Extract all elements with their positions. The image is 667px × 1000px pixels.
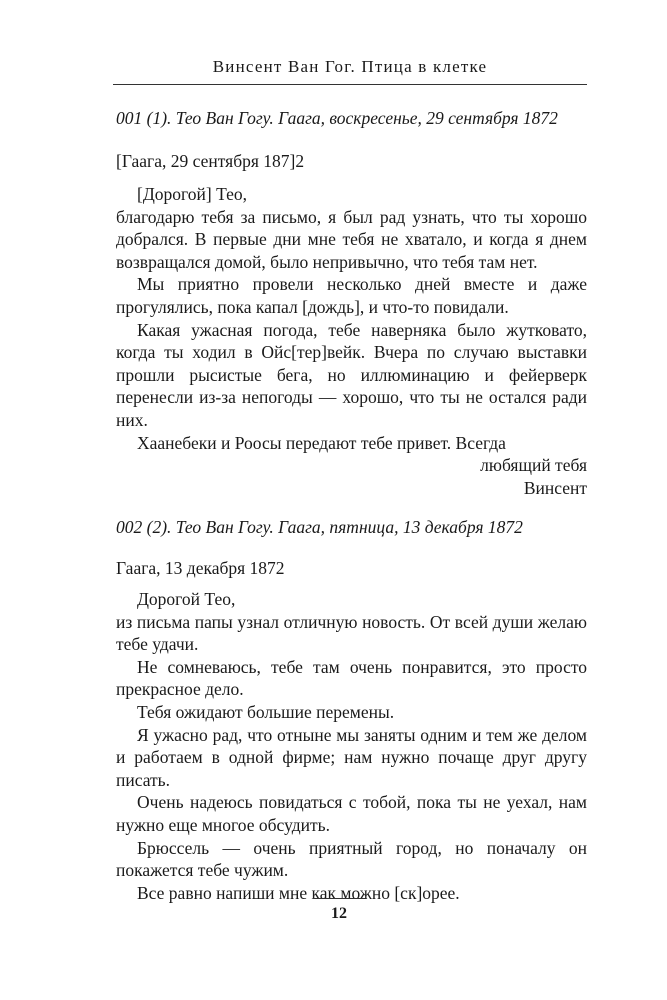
letter-body	[116, 183, 587, 499]
salutation: [Дорогой] Тео,	[137, 184, 247, 204]
letter-heading: 001 (1). Тео Ван Гогу. Гаага, воскресенье, 29 сентября 1872	[116, 108, 558, 128]
header-rule	[113, 84, 587, 85]
folio-rule	[313, 898, 365, 899]
page-number: 12	[331, 905, 347, 922]
paragraph: Не сомневаюсь, тебе там очень понравится, это просто прекрасное дело.	[116, 656, 587, 700]
paragraph: Какая ужасная погода, тебе наверняка было жутковато, когда ты ходил в Ойс[тер]вейк. Вчера по случаю выставки прошли рысистые бега, но иллюминацию и фейерверк перенесли из-за непогоды — хорошо, что ты не остался ради них.	[116, 319, 587, 430]
paragraph: Тебя ожидают большие перемены.	[137, 701, 395, 722]
letter-date: [Гаага, 29 сентября 187]2	[116, 151, 305, 171]
paragraph: из письма папы узнал отличную новость. От всей души желаю тебе удачи.	[116, 611, 587, 655]
letter-date: Гаага, 13 декабря 1872	[116, 558, 285, 578]
paragraph: Я ужасно рад, что отныне мы заняты одним и тем же делом и работаем в одной фирме; нам нужно почаще друг другу писать.	[116, 724, 587, 790]
paragraph: Хаанебеки и Роосы передают тебе привет. Всегда	[137, 432, 506, 453]
paragraph: Все равно напиши мне как можно [ск]орее.	[137, 882, 460, 903]
closing: любящий тебя	[480, 455, 587, 476]
letter-body	[116, 588, 587, 904]
paragraph: Очень надеюсь повидаться с тобой, пока ты не уехал, нам нужно еще многое обсудить.	[116, 792, 587, 835]
running-head: Винсент Ван Гог. Птица в клетке	[212, 57, 488, 76]
letter-heading: 002 (2). Тео Ван Гогу. Гаага, пятница, 13 декабря 1872	[116, 517, 523, 537]
paragraph: Брюссель — очень приятный город, но поначалу он покажется тебе чужим.	[116, 837, 587, 881]
paragraph: Мы приятно провели несколько дней вместе и даже прогулялись, пока капал [дождь], и что-то повидали.	[116, 274, 587, 317]
paragraph: благодарю тебя за письмо, я был рад узнать, что ты хорошо добрался. В первые дни мне тебя не хватало, и когда я днем возвращался домой, было непривычно, что тебя там нет.	[116, 206, 587, 272]
signature: Винсент	[523, 477, 587, 498]
salutation: Дорогой Тео,	[137, 589, 236, 609]
